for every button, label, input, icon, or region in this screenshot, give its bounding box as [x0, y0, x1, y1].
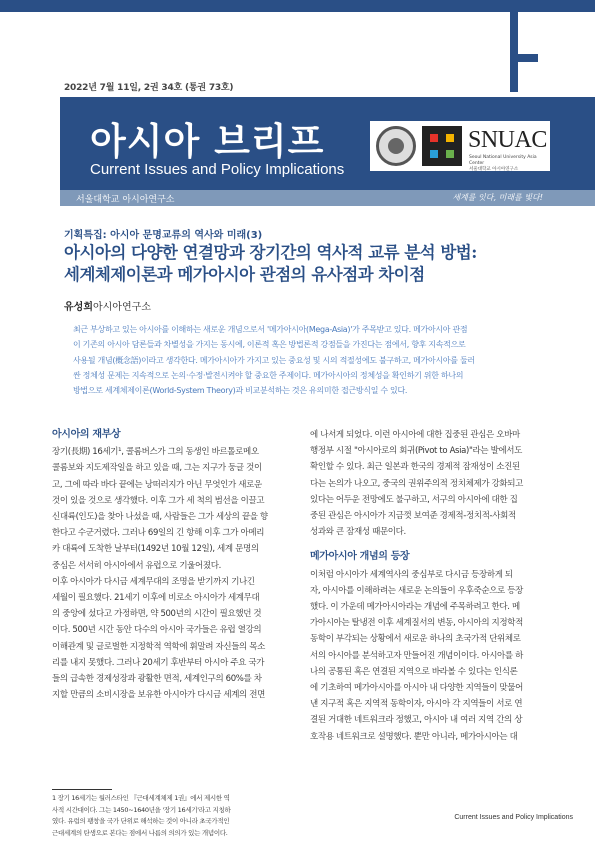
article-kicker: 기획특집: 아시아 문명교류의 역사와 미래(3): [64, 230, 263, 241]
body-line: 다는 논의가 나오고, 중국의 권위주의적 정치체제가 강화되고: [310, 478, 523, 489]
body-line: 있다는 어두운 전망에도 불구하고, 서구의 아시아에 대한 집: [310, 494, 518, 505]
body-line: 이해관계 및 글로벌한 지정학적 역학에 휘말려 자신들의 목소: [52, 641, 265, 652]
body-column-right: [310, 427, 543, 745]
body-line: 세월이 필요했다. 21세기 이후에 비로소 아시아가 세계무대: [52, 593, 260, 604]
body-line: 결된 거대한 네트워크라 정했고, 아시아 내 여러 지역 간의 상: [310, 715, 523, 726]
body-line: 리를 내지 못했다. 그러나 20세기 후반부터 아시아 주요 국가: [52, 657, 265, 668]
slogan: 세계를 잇다, 미래를 빛다!: [452, 193, 543, 202]
body-line: 지할 만큼의 소비시장을 보유한 아시아가 다시금 세계의 전면: [52, 690, 265, 701]
issue-line: 2022년 7월 11일, 2권 34호 (통권 73호): [64, 83, 234, 93]
body-line: 한다고 수군거렸다. 그러나 69일의 긴 항해 이후 그가 아메리: [52, 528, 265, 539]
masthead-banner: [60, 97, 595, 190]
snuac-logo: [370, 121, 550, 171]
body-line: 이다. 500년 시간 동안 다수의 아시아 국가들은 유럽 열강의: [52, 625, 262, 636]
body-line: 자, 아시아를 이해하려는 새로운 논의들이 우후죽순으로 등장: [310, 585, 523, 596]
body-line: 이후 아시아가 다시금 세계무대의 조명을 받기까지 기나긴: [52, 576, 255, 587]
body-line: 동학이 부각되는 상황에서 새로운 하나의 초국가적 단위체로: [310, 634, 521, 645]
body-line: 중심은 서서히 아시아에서 유럽으로 기울어졌다.: [52, 560, 221, 571]
body-line: 서의 아시아를 분석하고자 만들어진 개념이이다. 아시아를 하: [310, 650, 523, 661]
footnote-line: 였다. 유럽의 팽창을 국가 단위로 해석하는 것이 아니라 초국가적인: [52, 817, 230, 825]
article-title-line: 세계체제이론과 메가아시아 관점의 유사점과 차이점: [64, 265, 425, 284]
abstract-line: 사용될 개념(概念語)이라고 생각한다. 메가아시아가 가지고 있는 중요성 및 시의 적절성에도 불구하고, 메가아시아를 둘러: [73, 355, 475, 365]
institute-name: 서울대학교 아시아연구소: [76, 195, 175, 205]
author-line: [64, 298, 151, 313]
masthead-subtitle: Current Issues and Policy Implications: [90, 161, 345, 178]
logo-subtext-ko: 서울대학교 아시아연구소: [469, 167, 519, 172]
body-line: 의 중앙에 섰다고 가정하면, 약 500년의 시간이 필요했던 것: [52, 609, 262, 620]
body-line: 콜롬보와 지도제작일을 하고 있을 때, 그는 지구가 둥글 것이: [52, 463, 262, 474]
author-name: 유성희: [64, 302, 93, 313]
author-affiliation: 아시아연구소: [92, 302, 151, 313]
body-line: 성과와 큰 잠재성 때문이다.: [310, 527, 406, 538]
asia-center-emblem-icon: [422, 126, 462, 166]
body-line: 이처럼 아시아가 세계역사의 중심부로 다시금 등장하게 되: [310, 569, 513, 580]
article-title-line: 아시아의 다양한 연결망과 장기간의 역사적 교류 분석 방법:: [64, 243, 477, 262]
body-line: 행정부 시절 "아시아로의 회귀(Pivot to Asia)"라는 발에서도: [310, 446, 523, 457]
body-line: 신대륙(인도)을 찾아 나섰을 때, 사람들은 그가 세상의 끝을 향: [52, 512, 268, 523]
section-heading: 메가아시아 개념의 등장: [310, 551, 410, 563]
logo-subtext-en: Seoul National University Asia Center: [469, 155, 537, 166]
abstract: [73, 322, 533, 398]
article-title: [64, 242, 477, 286]
body-line: 중된 관심은 아시아가 지금껏 보여준 경제적-정치적-사회적: [310, 511, 516, 522]
page-footer: Current Issues and Policy Implications: [454, 814, 573, 821]
abstract-line: 방법으로 세계체제이론(World-System Theory)과 비교분석하는 것은 유의미한 접근방식일 수 있다.: [73, 386, 408, 396]
body-column-left: [52, 427, 285, 703]
body-line: 것이 있을 것으로 생각했다. 이후 그가 세 척의 범선을 이끌고: [52, 495, 265, 506]
footnote: [52, 793, 284, 839]
header-decoration: [510, 12, 518, 92]
body-line: 고, 그에 따라 바다 끝에는 낭떠러지가 아닌 무엇인가 새로운: [52, 479, 262, 490]
body-line: 에 기초하여 메가아시아를 아시아 내 다양한 지역들이 맞물어: [310, 683, 523, 694]
top-color-bar: [0, 0, 595, 12]
footnote-line: 1 장기 16세기는 월러스타인 『근대세계체제 1권』에서 제시한 역: [52, 794, 230, 802]
section-gap: [310, 540, 543, 549]
footnote-line: 사적 시간대이다. 그는 1450~1640년을 '장기 16세기'라고 지칭하: [52, 805, 231, 814]
abstract-line: 이 기존의 아시아 담론들과 차별성을 가지는 동시에, 이론적 혹은 방법론적 강점들을 가진다는 점에서, 향후 지속적으로: [73, 340, 466, 350]
body-line: 가아시아는 탈냉전 이후 세계질서의 변동, 아시아의 지정학적: [310, 618, 523, 629]
abstract-line: 싼 정체성 문제는 지속적으로 논의·수정·발전시켜야 할 중요한 주제이다. 메가아시아의 정체성을 확인하기 위한 하나의: [73, 370, 464, 380]
institute-strip: [60, 190, 595, 206]
footnote-divider: [52, 789, 112, 790]
body-line: 카 대륙에 도착한 날부터(1492년 10월 12일), 세계 문명의: [52, 544, 259, 555]
abstract-line: 최근 부상하고 있는 아시아를 이해하는 새로운 개념으로서 '메가아시아(Mega-Asia)'가 주목받고 있다. 메가아시아 관점: [73, 325, 468, 334]
body-line: 장기(長期) 16세기¹, 콜롬버스가 그의 동생인 바르톨로메오: [52, 447, 259, 458]
header-decoration-notch: [518, 54, 538, 62]
section-heading: 아시아의 재부상: [52, 429, 121, 440]
logo-subtext: [469, 155, 550, 173]
body-line: 낸 지구적 혹은 지역적 동학이자, 아시아 각 지역들이 서로 연: [310, 699, 523, 710]
masthead-title: 아시아 브리프: [90, 120, 325, 163]
body-line: 나의 공통된 혹은 연결된 지역으로 바라볼 수 있다는 인식론: [310, 666, 518, 677]
body-line: 확인할 수 있다. 최근 일본과 한국의 경제적 잠재성이 소진된: [310, 462, 520, 473]
logo-text: SNUAC: [468, 127, 547, 153]
footnote-line: 근대세계의 탄생으로 본다는 점에서 나름의 의의가 있는 개념이다.: [52, 828, 228, 837]
body-line: 호작용 네트워크로 설명했다. 뿐만 아니라, 메가아시아는 대: [310, 731, 518, 742]
body-line: 에 나서게 되었다. 이런 아시아에 대한 집중된 관심은 오바마: [310, 430, 520, 440]
body-line: 했다. 이 가운데 메가아시아라는 개념에 주목하려고 한다. 메: [310, 602, 520, 613]
university-seal-icon: [376, 126, 416, 166]
body-line: 들의 급속한 경제성장과 광활한 면적, 세계인구의 60%를 차: [52, 674, 262, 685]
